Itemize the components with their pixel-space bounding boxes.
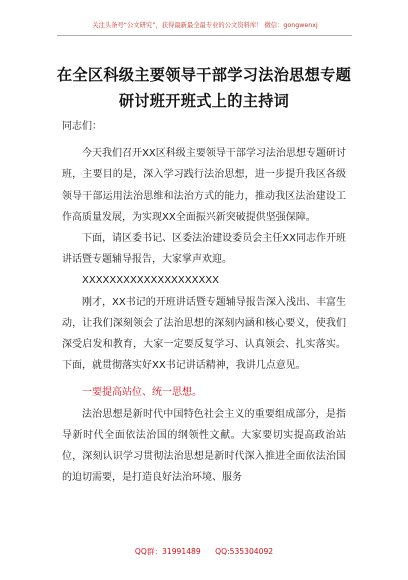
paragraph-section: 法治思想是新时代中国特色社会主义的重要组成部分，是指导新时代全面依法治国的纲领性文献。大家要切实提高政治站位，深刻认识学习贯彻法治思想是新时代深入推进全面依法治国的迫切需要，是打造良好法治环境、服务 [62, 408, 346, 484]
greeting: 同志们： [62, 121, 102, 132]
header-divider [57, 35, 352, 36]
footer-qq: QQ:535304092 [215, 547, 274, 556]
paragraph-invitation: 下面，请区委书记、区委法治建设委员会主任XX同志作开班讲话暨专题辅导报告，大家掌声欢迎。 [62, 233, 346, 266]
footer-qq-group: QQ群：31991489 [134, 547, 201, 556]
paragraph-placeholder: XXXXXXXXXXXXXXXXXXXX [82, 275, 220, 287]
section-heading: 一要提高站位、统一思想。 [82, 387, 202, 399]
document-body [62, 116, 346, 488]
paragraph-summary: 刚才，XX书记的开班讲话暨专题辅导报告深入浅出、丰富生动，让我们深刻领会了法治思想的深刻内涵和核心要义，使我们深受启发和教育，大家一定要反复学习、认真领会、扎实落实。下面，就贯彻落实好XX书记讲话精神，我讲几点意见。 [62, 296, 346, 372]
paragraph-opening: 今天我们召开XX区科级主要领导干部学习法治思想专题研讨班，主要目的是，深入学习践行法治思想，进一步提升我区各级领导干部运用法治思维和法治方式的能力，推动我区法治建设工作高质量发展，为实现XX全面振兴新突破提供坚强保障。 [62, 148, 346, 223]
footer [0, 546, 408, 557]
header-banner: 关注头条号“公文研究”，获得最新最全最专业的公文资料库！ 微信：gongwenxj [92, 22, 318, 29]
document-title: 在全区科级主要领导干部学习法治思想专题研讨班开班式上的主持词 [56, 66, 352, 110]
